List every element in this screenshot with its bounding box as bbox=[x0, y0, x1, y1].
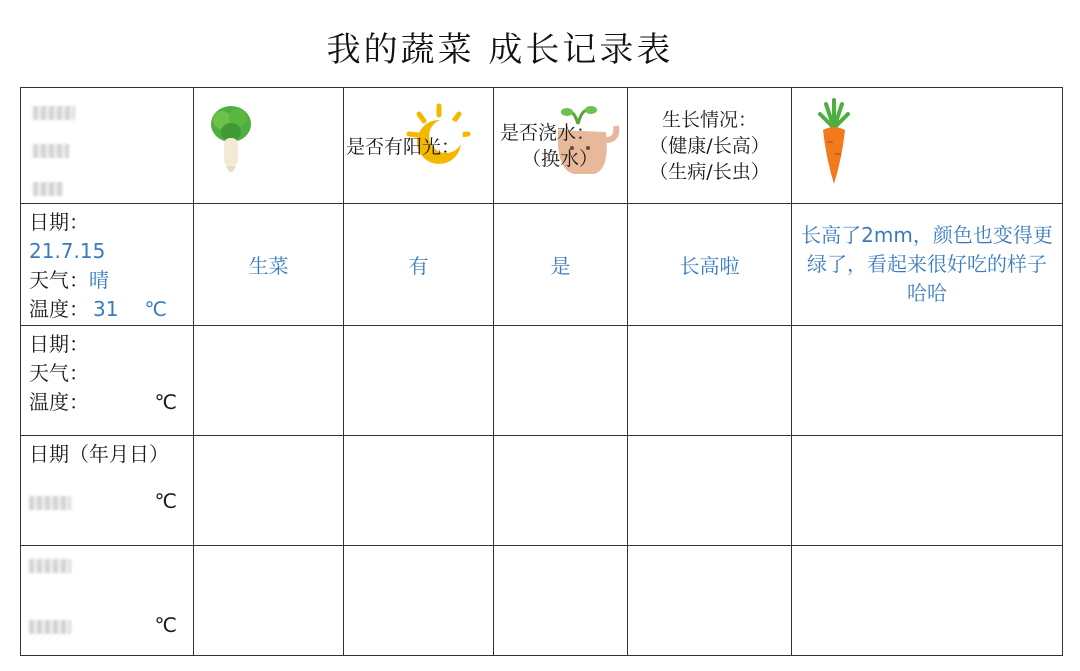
entry-info-cell bbox=[21, 546, 194, 656]
header-date-cell bbox=[21, 88, 194, 204]
entry-info-cell bbox=[21, 326, 194, 436]
watered-cell bbox=[494, 436, 628, 546]
watered-cell: 是 bbox=[494, 204, 628, 326]
watering-header-label-2: （换水） bbox=[522, 148, 599, 170]
temp-unit: ℃ bbox=[144, 297, 167, 321]
lettuce-icon bbox=[206, 102, 256, 182]
table-row bbox=[21, 204, 1063, 326]
date-value: 21.7.15 bbox=[29, 239, 106, 263]
weather-value: 晴 bbox=[89, 268, 109, 292]
sunlight-cell bbox=[344, 326, 494, 436]
blurred-text bbox=[29, 559, 71, 573]
temp-unit: ℃ bbox=[154, 489, 177, 513]
header-sunlight-cell bbox=[344, 88, 494, 204]
temp-value: 31 bbox=[93, 297, 119, 321]
growth-record-table bbox=[20, 87, 1063, 656]
table-row bbox=[21, 436, 1063, 546]
growth-header-label-3: （生病/长虫） bbox=[649, 160, 770, 183]
blurred-header-text bbox=[33, 102, 75, 197]
header-growth-cell bbox=[628, 88, 792, 204]
blurred-text bbox=[29, 496, 71, 510]
date-label: 日期： bbox=[29, 210, 89, 234]
growth-header-label-2: （健康/长高） bbox=[649, 134, 770, 157]
header-watering-cell bbox=[494, 88, 628, 204]
notes-cell bbox=[792, 326, 1063, 436]
sunlight-cell bbox=[344, 436, 494, 546]
header-row bbox=[21, 88, 1063, 204]
growth-cell bbox=[628, 326, 792, 436]
temp-label: 温度： bbox=[29, 297, 89, 321]
header-vegetable-cell bbox=[194, 88, 344, 204]
sunlight-cell bbox=[344, 546, 494, 656]
vegetable-cell bbox=[194, 326, 344, 436]
vegetable-cell bbox=[194, 546, 344, 656]
sunlight-header-label: 是否有阳光： bbox=[346, 136, 461, 158]
watering-header-label-1: 是否浇水： bbox=[500, 122, 596, 144]
table-row bbox=[21, 326, 1063, 436]
watered-cell bbox=[494, 546, 628, 656]
entry-info-cell bbox=[21, 436, 194, 546]
growth-cell: 长高啦 bbox=[628, 204, 792, 326]
weather-label: 天气： bbox=[29, 361, 89, 385]
weather-label: 天气： bbox=[29, 268, 89, 292]
vegetable-cell bbox=[194, 436, 344, 546]
header-notes-cell bbox=[792, 88, 1063, 204]
date-label: 日期： bbox=[29, 332, 89, 356]
growth-header-label-1: 生长情况： bbox=[661, 108, 757, 131]
growth-cell bbox=[628, 436, 792, 546]
vegetable-cell: 生菜 bbox=[194, 204, 344, 326]
temp-label: 温度： bbox=[29, 390, 89, 414]
entry-info-cell bbox=[21, 204, 194, 326]
date-label: 日期（年月日） bbox=[29, 442, 169, 466]
temp-unit: ℃ bbox=[154, 613, 177, 637]
carrot-icon bbox=[814, 98, 854, 188]
table-row bbox=[21, 546, 1063, 656]
temp-unit: ℃ bbox=[154, 390, 177, 414]
page-title: 我的蔬菜 成长记录表 bbox=[326, 30, 674, 70]
notes-cell bbox=[792, 546, 1063, 656]
notes-cell bbox=[792, 436, 1063, 546]
growth-cell bbox=[628, 546, 792, 656]
blurred-text bbox=[29, 620, 71, 634]
sunlight-cell: 有 bbox=[344, 204, 494, 326]
notes-cell: 长高了2mm，颜色也变得更绿了，看起来很好吃的样子哈哈 bbox=[792, 204, 1063, 326]
watered-cell bbox=[494, 326, 628, 436]
